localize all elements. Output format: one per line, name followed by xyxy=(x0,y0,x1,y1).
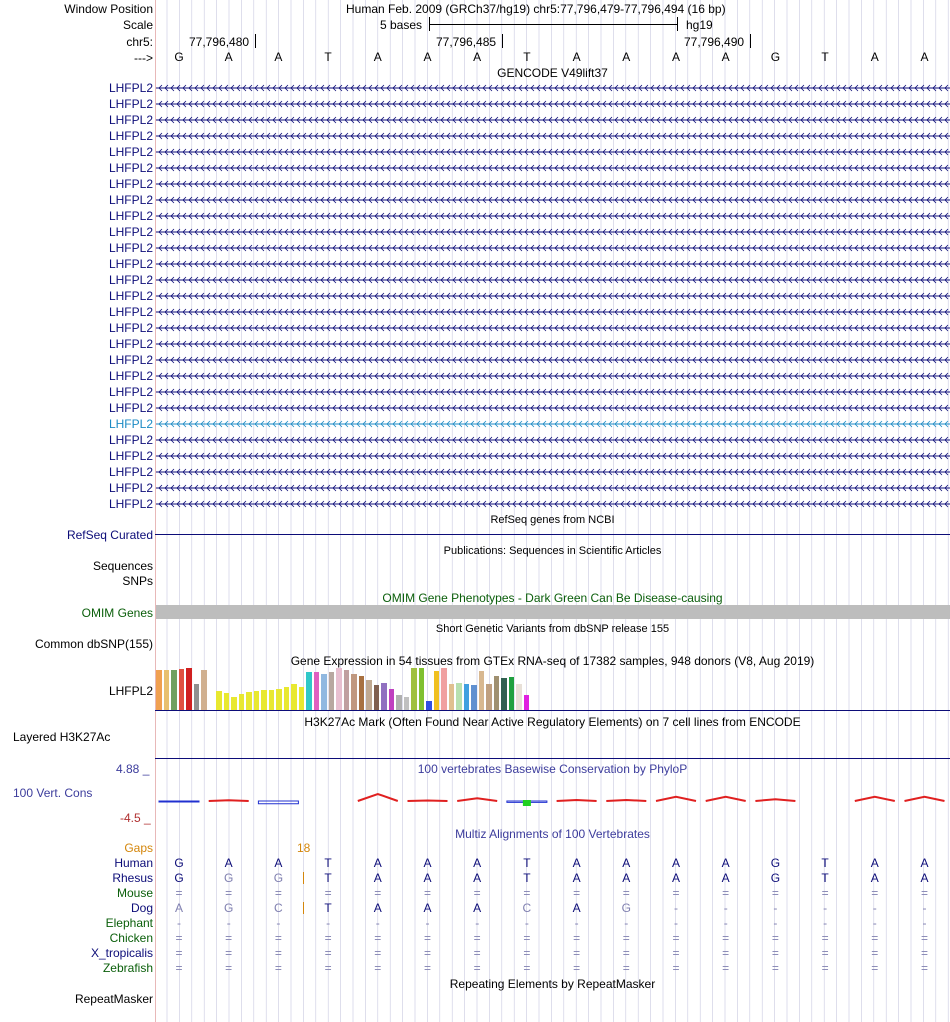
alignment-base: = xyxy=(324,961,332,975)
alignment-base: = xyxy=(871,961,879,975)
alignment-base: = xyxy=(622,961,630,975)
alignment-base: = xyxy=(672,931,680,945)
alignment-base: = xyxy=(821,886,829,900)
alignment-base: = xyxy=(821,946,829,960)
gencode-transcript-label[interactable]: LHFPL2 xyxy=(108,353,153,367)
alignment-base: = xyxy=(175,931,183,945)
conservation-mark xyxy=(358,794,398,801)
multiz-track-title: Multiz Alignments of 100 Vertebrates xyxy=(455,827,650,841)
gencode-transcript-label[interactable]: LHFPL2 xyxy=(108,337,153,351)
conservation-mark xyxy=(755,799,795,801)
gencode-transcript-label[interactable]: LHFPL2 xyxy=(108,497,153,511)
conservation-mark xyxy=(706,797,746,801)
alignment-base: T xyxy=(523,856,531,870)
publications-track-title: Publications: Sequences in Scientific Articles xyxy=(443,545,662,557)
alignment-base: A xyxy=(870,871,879,885)
h3k27ac-track-title: H3K27Ac Mark (Often Found Near Active Regulatory Elements) on 7 cell lines from ENCODE xyxy=(304,715,801,729)
alignment-base: - xyxy=(276,916,281,930)
repeatmasker-track-label[interactable]: RepeatMasker xyxy=(74,992,153,1006)
alignment-base: = xyxy=(871,931,879,945)
alignment-base: = xyxy=(324,931,332,945)
alignment-base: = xyxy=(225,946,233,960)
alignment-base: = xyxy=(324,886,332,900)
alignment-base: A xyxy=(920,871,929,885)
alignment-base: - xyxy=(723,916,728,930)
alignment-base: = xyxy=(473,886,481,900)
alignment-base: = xyxy=(523,886,531,900)
conservation-ymin: -4.5 _ xyxy=(120,811,151,825)
alignment-base: = xyxy=(175,961,183,975)
alignment-base: = xyxy=(672,946,680,960)
alignment-base: G xyxy=(770,871,781,885)
omim-track-title: OMIM Gene Phenotypes - Dark Green Can Be Disease-causing xyxy=(382,591,723,605)
alignment-base: G xyxy=(770,856,781,870)
dbsnp-track-title: Short Genetic Variants from dbSNP release 155 xyxy=(435,623,670,635)
alignment-base: = xyxy=(871,946,879,960)
alignment-base: = xyxy=(722,961,730,975)
conservation-mark xyxy=(855,797,895,801)
alignment-base: - xyxy=(872,901,877,915)
position-tick-3: 77,796,490 xyxy=(684,35,745,49)
alignment-base: - xyxy=(375,916,380,930)
alignment-base: = xyxy=(622,886,630,900)
sequence-base: A xyxy=(373,50,382,64)
h3k27ac-track-label[interactable]: Layered H3K27Ac xyxy=(13,730,111,744)
alignment-base: = xyxy=(274,961,282,975)
gencode-transcript-label[interactable]: LHFPL2 xyxy=(108,401,153,415)
alignment-base: = xyxy=(672,886,680,900)
sequence-base: A xyxy=(423,50,432,64)
alignment-base: A xyxy=(373,856,382,870)
alignment-base: = xyxy=(175,886,183,900)
alignment-base: = xyxy=(722,931,730,945)
species-label[interactable]: Chicken xyxy=(109,931,153,945)
alignment-base: G xyxy=(224,871,234,885)
alignment-base: = xyxy=(423,961,431,975)
alignment-base: - xyxy=(524,916,529,930)
alignment-base: C xyxy=(274,901,283,915)
sequence-base: A xyxy=(920,50,929,64)
sequence-base: A xyxy=(572,50,581,64)
alignment-base: = xyxy=(473,931,481,945)
alignment-base: = xyxy=(573,931,581,945)
alignment-base: A xyxy=(622,871,631,885)
alignment-base: = xyxy=(821,961,829,975)
alignment-base: T xyxy=(324,901,332,915)
alignment-base: A xyxy=(423,871,432,885)
gtex-track-label[interactable]: LHFPL2 xyxy=(108,684,153,698)
alignment-base: = xyxy=(423,931,431,945)
scale-text: 5 bases xyxy=(380,18,423,32)
window-position-label: Window Position xyxy=(64,2,153,16)
alignment-base: = xyxy=(374,886,382,900)
gencode-transcript-label[interactable]: LHFPL2 xyxy=(108,369,153,383)
alignment-base: = xyxy=(423,886,431,900)
refseq-track-title: RefSeq genes from NCBI xyxy=(490,514,615,526)
sequence-base: T xyxy=(821,50,829,64)
conservation-mark xyxy=(159,801,199,802)
sequence-base: A xyxy=(671,50,680,64)
alignment-base: G xyxy=(174,856,184,870)
alignment-base: A xyxy=(572,856,581,870)
alignment-base: = xyxy=(374,931,382,945)
insertion-gap-marker xyxy=(303,902,304,914)
alignment-base: A xyxy=(721,856,730,870)
sequence-base: A xyxy=(622,50,631,64)
alignment-base: A xyxy=(174,901,183,915)
window-position-value: Human Feb. 2009 (GRCh37/hg19) chr5:77,796,479-77,796,494 (16 bp) xyxy=(346,2,726,16)
gencode-transcript-label[interactable]: LHFPL2 xyxy=(108,417,153,431)
species-label[interactable]: Dog xyxy=(130,901,153,915)
gencode-transcript-label[interactable]: LHFPL2 xyxy=(108,433,153,447)
alignment-base: - xyxy=(723,901,728,915)
gencode-transcript-label[interactable]: LHFPL2 xyxy=(108,481,153,495)
alignment-base: A xyxy=(920,856,929,870)
chrom-label: chr5: xyxy=(126,35,153,49)
alignment-base: = xyxy=(374,961,382,975)
alignment-base: A xyxy=(572,871,581,885)
alignment-base: A xyxy=(373,871,382,885)
conservation-mark xyxy=(557,800,597,801)
alignment-base: A xyxy=(473,871,482,885)
alignment-base: = xyxy=(920,946,928,960)
gap-count: 18 xyxy=(297,841,311,855)
alignment-base: - xyxy=(674,916,678,930)
alignment-base: A xyxy=(423,901,432,915)
alignment-base: = xyxy=(274,931,282,945)
gencode-transcript-label[interactable]: LHFPL2 xyxy=(108,209,153,223)
alignment-base: - xyxy=(823,901,828,915)
conservation-track-title: 100 vertebrates Basewise Conservation by PhyloP xyxy=(417,762,688,776)
alignment-base: = xyxy=(573,946,581,960)
alignment-base: = xyxy=(672,961,680,975)
sequence-base: A xyxy=(224,50,233,64)
alignment-base: C xyxy=(522,901,532,915)
conservation-mark xyxy=(905,797,945,801)
scale-label: Scale xyxy=(122,18,153,32)
alignment-base: = xyxy=(920,931,928,945)
alignment-base: = xyxy=(225,931,233,945)
alignment-base: G xyxy=(273,871,284,885)
alignment-base: G xyxy=(174,871,184,885)
alignment-base: G xyxy=(224,901,234,915)
gencode-transcript-label[interactable]: LHFPL2 xyxy=(108,81,153,95)
gencode-track-title: GENCODE V49lift37 xyxy=(497,66,608,80)
alignment-base: = xyxy=(771,931,779,945)
snps-track-label[interactable]: SNPs xyxy=(122,574,153,588)
conservation-mark xyxy=(408,800,448,801)
alignment-base: A xyxy=(671,856,680,870)
alignment-base: A xyxy=(224,856,233,870)
alignment-base: A xyxy=(274,856,283,870)
gencode-transcript-label[interactable]: LHFPL2 xyxy=(108,161,153,175)
alignment-base: = xyxy=(175,946,183,960)
gencode-transcript-label[interactable]: LHFPL2 xyxy=(108,305,153,319)
species-label[interactable]: X_tropicalis xyxy=(90,946,153,960)
alignment-base: - xyxy=(177,916,181,930)
alignment-base: T xyxy=(821,856,829,870)
alignment-base: - xyxy=(773,901,778,915)
refseq-track-label[interactable]: RefSeq Curated xyxy=(66,528,153,542)
sequence-base: G xyxy=(174,50,184,64)
alignment-base: - xyxy=(674,901,678,915)
alignment-base: = xyxy=(473,961,481,975)
alignment-base: = xyxy=(573,961,581,975)
gencode-transcript-label[interactable]: LHFPL2 xyxy=(108,273,153,287)
conservation-highlight-marker xyxy=(523,800,531,806)
alignment-base: = xyxy=(722,886,730,900)
alignment-base: A xyxy=(671,871,680,885)
alignment-base: - xyxy=(922,901,927,915)
sequence-base: G xyxy=(770,50,781,64)
insertion-gap-marker xyxy=(303,872,304,884)
strand-arrow-label: ---> xyxy=(134,51,153,65)
alignment-base: T xyxy=(523,871,531,885)
alignment-base: - xyxy=(773,916,778,930)
gencode-transcript-label[interactable]: LHFPL2 xyxy=(108,193,153,207)
gencode-transcript-label[interactable]: LHFPL2 xyxy=(108,145,153,159)
gaps-label: Gaps xyxy=(124,841,153,855)
sequence-base: T xyxy=(523,50,531,64)
sequence-base: A xyxy=(870,50,879,64)
gencode-transcript-label[interactable]: LHFPL2 xyxy=(108,129,153,143)
gencode-transcript-label[interactable]: LHFPL2 xyxy=(108,449,153,463)
publications-track-label[interactable]: Sequences xyxy=(92,559,153,573)
gencode-transcript-label[interactable]: LHFPL2 xyxy=(108,289,153,303)
alignment-base: A xyxy=(721,871,730,885)
alignment-base: = xyxy=(722,946,730,960)
alignment-base: = xyxy=(523,946,531,960)
species-label[interactable]: Zebrafish xyxy=(102,961,153,975)
position-tick-1: 77,796,480 xyxy=(189,35,250,49)
alignment-base: A xyxy=(373,901,382,915)
alignment-base: - xyxy=(823,916,828,930)
alignment-base: A xyxy=(473,901,482,915)
alignment-base: = xyxy=(374,946,382,960)
repeatmasker-track-title: Repeating Elements by RepeatMasker xyxy=(449,977,656,991)
gencode-transcript-label[interactable]: LHFPL2 xyxy=(108,385,153,399)
alignment-base: = xyxy=(622,946,630,960)
species-label[interactable]: Mouse xyxy=(116,886,153,900)
gencode-transcript-label[interactable]: LHFPL2 xyxy=(108,225,153,239)
gencode-transcript-label[interactable]: LHFPL2 xyxy=(108,321,153,335)
conservation-ymax: 4.88 _ xyxy=(116,762,150,776)
alignment-base: = xyxy=(920,961,928,975)
alignment-base: = xyxy=(771,946,779,960)
alignment-base: - xyxy=(475,916,480,930)
alignment-base: = xyxy=(324,946,332,960)
gencode-transcript-label[interactable]: LHFPL2 xyxy=(108,113,153,127)
alignment-base: T xyxy=(324,856,332,870)
omim-track-label[interactable]: OMIM Genes xyxy=(81,606,153,620)
alignment-base: - xyxy=(326,916,331,930)
dbsnp-track-label[interactable]: Common dbSNP(155) xyxy=(34,637,153,651)
alignment-base: = xyxy=(821,931,829,945)
alignment-base: - xyxy=(574,916,579,930)
alignment-base: = xyxy=(771,886,779,900)
alignment-base: - xyxy=(922,916,927,930)
gencode-transcript-label[interactable]: LHFPL2 xyxy=(108,177,153,191)
alignment-base: = xyxy=(274,946,282,960)
alignment-base: = xyxy=(920,886,928,900)
sequence-base: A xyxy=(473,50,482,64)
conservation-mark xyxy=(457,798,497,801)
sequence-base: A xyxy=(274,50,283,64)
alignment-base: - xyxy=(425,916,430,930)
alignment-base: A xyxy=(870,856,879,870)
gencode-transcript-label[interactable]: LHFPL2 xyxy=(108,465,153,479)
alignment-base: T xyxy=(821,871,829,885)
alignment-base: A xyxy=(572,901,581,915)
sequence-base: A xyxy=(721,50,730,64)
alignment-base: G xyxy=(621,901,631,915)
alignment-base: = xyxy=(225,961,233,975)
alignment-base: = xyxy=(622,931,630,945)
alignment-base: = xyxy=(771,961,779,975)
assembly-label: hg19 xyxy=(686,18,713,32)
alignment-base: = xyxy=(423,946,431,960)
gencode-transcript-label[interactable]: LHFPL2 xyxy=(108,241,153,255)
alignment-base: = xyxy=(274,886,282,900)
alignment-base: = xyxy=(523,931,531,945)
alignment-base: - xyxy=(624,916,629,930)
alignment-base: - xyxy=(872,916,877,930)
conservation-mark xyxy=(209,800,249,801)
alignment-base: = xyxy=(473,946,481,960)
conservation-track-label[interactable]: 100 Vert. Cons xyxy=(13,786,93,800)
species-label[interactable]: Rhesus xyxy=(112,871,153,885)
species-label[interactable]: Human xyxy=(114,856,153,870)
conservation-mark xyxy=(656,797,696,801)
alignment-base: = xyxy=(871,886,879,900)
gtex-track-title: Gene Expression in 54 tissues from GTEx RNA-seq of 17382 samples, 948 donors (V8, Aug 2019) xyxy=(290,654,815,668)
alignment-base: A xyxy=(423,856,432,870)
position-tick-2: 77,796,485 xyxy=(436,35,497,49)
sequence-base: T xyxy=(324,50,332,64)
alignment-base: A xyxy=(622,856,631,870)
alignment-base: T xyxy=(324,871,332,885)
conservation-mark xyxy=(606,800,646,801)
alignment-base: = xyxy=(225,886,233,900)
alignment-base: A xyxy=(473,856,482,870)
gencode-transcript-label[interactable]: LHFPL2 xyxy=(108,257,153,271)
alignment-base: = xyxy=(573,886,581,900)
gencode-transcript-label[interactable]: LHFPL2 xyxy=(108,97,153,111)
conservation-mark xyxy=(258,801,298,804)
alignment-base: = xyxy=(523,961,531,975)
alignment-base: - xyxy=(226,916,231,930)
species-label[interactable]: Elephant xyxy=(105,916,153,930)
